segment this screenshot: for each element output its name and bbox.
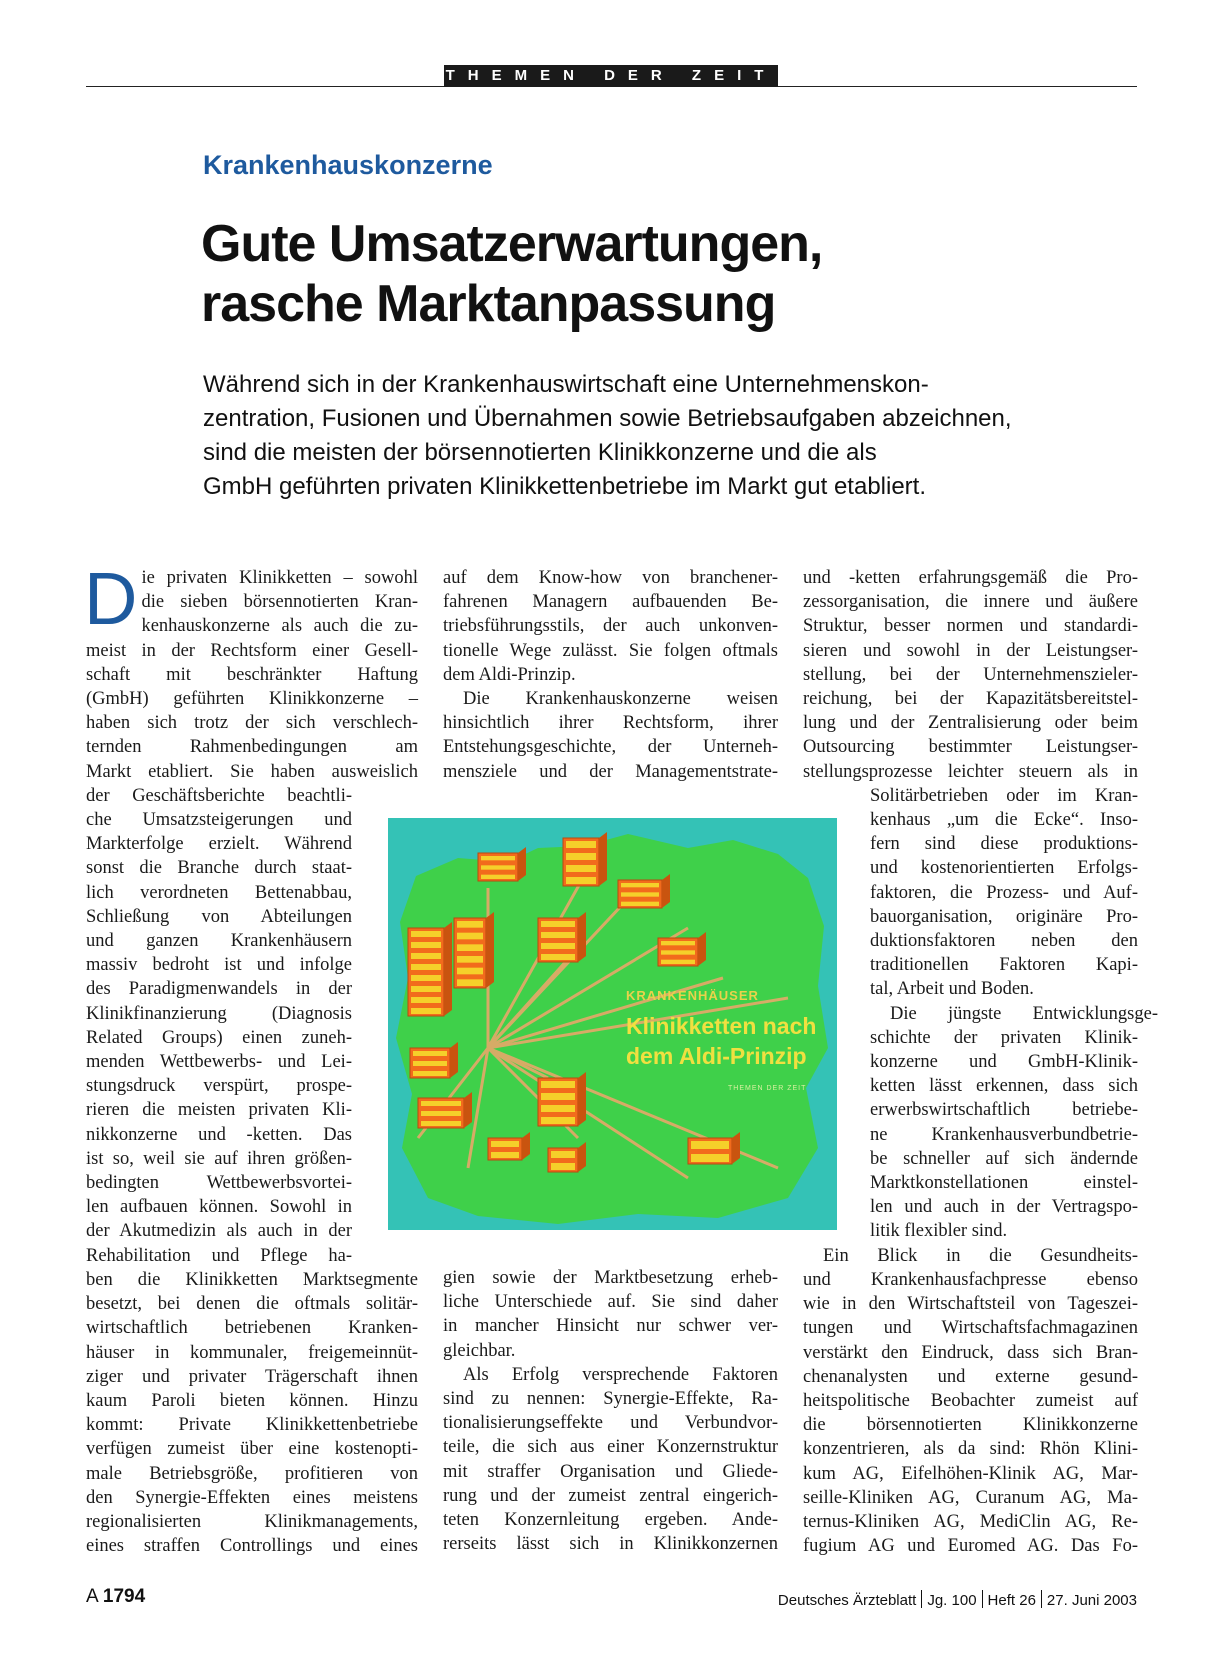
text-line: Struktur, besser normen und standardi- xyxy=(803,616,1138,637)
text-line: be schneller auf sich ändernde xyxy=(870,1148,1138,1169)
text-line: teten Konzernleitung ergeben. Ande- xyxy=(443,1510,778,1531)
text-line: bauorganisation, originäre Pro- xyxy=(870,906,1138,927)
hospital-building-icon xyxy=(538,912,586,962)
text-line: tionalisierungseffekte und Verbundvor- xyxy=(443,1413,778,1434)
journal-date: 27. Juni 2003 xyxy=(1046,1592,1137,1609)
text-line: die sieben börsennotierten Kran- xyxy=(141,592,418,613)
text-line: ternden Rahmenbedingungen am xyxy=(86,737,418,758)
text-line: besetzt, bei denen die oftmals solitär- xyxy=(86,1294,418,1315)
text-line: und Krankenhausfachpresse ebenso xyxy=(803,1269,1138,1290)
text-line: und -ketten erfahrungsgemäß die Pro- xyxy=(803,568,1138,588)
text-line: Markt etabliert. Sie haben ausweislich xyxy=(86,761,418,782)
text-line: fahrenen Managern aufbauenden Be- xyxy=(443,592,778,613)
text-line: mensziele und der Managementstrate- xyxy=(443,761,778,782)
text-line: ben die Klinikketten Marktsegmente xyxy=(86,1269,418,1290)
figure-small-caption: KRANKENHÄUSER xyxy=(626,988,759,1003)
text-line: meist in der Rechtsform einer Gesell- xyxy=(86,640,418,661)
text-line: stellung, bei der Unternehmenszieler- xyxy=(803,664,1138,685)
text-line: Solitärbetrieben oder im Kran- xyxy=(870,785,1138,806)
lead-line: GmbH geführten privaten Klinikkettenbetriebe im Markt gut etabliert. xyxy=(203,473,927,500)
text-line: (GmbH) geführten Klinikkonzerne – xyxy=(86,689,418,710)
text-line: kommt: Private Klinikkettenbetriebe xyxy=(86,1415,418,1436)
text-line: zessorganisation, die innere und äußere xyxy=(803,592,1138,613)
body-column-1 xyxy=(84,557,418,1558)
article-lead xyxy=(203,368,1143,504)
text-line: ist so, weil sie auf ihren größen- xyxy=(86,1148,352,1169)
text-line: reichung, bei der Kapazitätsbereitstel- xyxy=(803,689,1138,710)
text-line: der Akutmedizin als auch in der xyxy=(86,1221,352,1242)
text-line: mit straffer Organisation und Gliede- xyxy=(443,1461,778,1482)
text-line: regionalisierten Klinikmanagements, xyxy=(86,1511,418,1532)
text-line: lung und der Zentralisierung oder beim xyxy=(803,713,1138,734)
text-line: ketten lässt erkennen, dass sich xyxy=(870,1076,1138,1097)
text-line: Die jüngste Entwicklungsge- xyxy=(890,1003,1158,1024)
text-line: Rehabilitation und Pflege ha- xyxy=(86,1245,352,1266)
text-line: schichte der privaten Klinik- xyxy=(870,1027,1138,1048)
text-line: len aufbauen können. Sowohl in xyxy=(86,1197,352,1218)
hospital-building-icon xyxy=(538,1072,586,1126)
text-line: eines straffen Controllings und eines xyxy=(86,1536,418,1557)
text-line: chenanalysten und externe gesund- xyxy=(803,1366,1138,1387)
text-line: dem Aldi-Prinzip. xyxy=(443,664,576,685)
text-line: seille-Kliniken AG, Curanum AG, Ma- xyxy=(803,1487,1138,1508)
text-line: Marktkonstellationen einstel- xyxy=(870,1173,1138,1194)
text-line: tal, Arbeit und Boden. xyxy=(870,979,1034,1000)
text-line: Klinikfinanzierung (Diagnosis xyxy=(86,1003,352,1024)
text-line: Schließung von Abteilungen xyxy=(86,906,352,927)
text-line: rerseits lässt sich in Klinikkonzernen xyxy=(443,1534,778,1555)
text-line: liche Unterschiede auf. Sie sind daher xyxy=(443,1292,778,1313)
text-line: ie privaten Klinikketten – sowohl xyxy=(141,568,418,588)
journal-volume: Jg. 100 xyxy=(927,1592,977,1609)
text-line: fugium AG und Euromed AG. Das Fo- xyxy=(803,1536,1138,1557)
text-line: kum AG, Eifelhöhen-Klinik AG, Mar- xyxy=(803,1463,1138,1484)
footer-citation xyxy=(778,1590,1137,1609)
text-line: und ganzen Krankenhäusern xyxy=(86,931,352,952)
text-line: ternus-Kliniken AG, MediClin AG, Re- xyxy=(803,1511,1138,1532)
text-line: Related Groups) einen zuneh- xyxy=(86,1027,352,1048)
text-line: sieren und sowohl in der Leistungser- xyxy=(803,640,1138,661)
text-line: rung und der zumeist zentral eingerich- xyxy=(443,1485,778,1506)
text-line: triebsführungsstils, der auch unkonven- xyxy=(443,616,778,637)
journal-issue: Heft 26 xyxy=(987,1592,1036,1609)
text-line: schaft mit beschränkter Haftung xyxy=(86,664,418,685)
text-line: duktionsfaktoren neben den xyxy=(870,931,1138,952)
text-line: rieren die meisten privaten Kli- xyxy=(86,1100,352,1121)
headline-line: Gute Umsatzerwartungen, xyxy=(201,215,823,273)
figure-credit: THEMEN DER ZEIT xyxy=(728,1085,807,1092)
text-line: auf dem Know-how von branchener- xyxy=(443,568,778,588)
text-line: gien sowie der Marktbesetzung erheb- xyxy=(443,1268,778,1288)
page-prefix: A xyxy=(86,1586,98,1607)
headline-line: rasche Marktanpassung xyxy=(201,275,776,333)
lead-line: sind die meisten der börsennotierten Klinikkonzerne und die als xyxy=(203,439,877,466)
hospital-building-icon xyxy=(454,912,494,988)
hospital-building-icon xyxy=(478,847,526,881)
figure-caption-line-2: dem Aldi-Prinzip xyxy=(626,1043,807,1069)
text-line: menden Wettbewerbs- und Lei- xyxy=(86,1052,352,1073)
text-line: teile, die sich aus einer Konzernstruktur xyxy=(443,1437,778,1458)
body-column-3 xyxy=(803,566,1158,1558)
hospital-map-illustration xyxy=(388,818,837,1230)
text-line: in mancher Hinsicht nur schwer ver- xyxy=(443,1316,778,1337)
text-line: konzerne und GmbH-Klinik- xyxy=(870,1052,1138,1073)
text-line: die börsennotierten Klinikkonzerne xyxy=(803,1415,1138,1436)
divider xyxy=(982,1590,983,1608)
text-line: der Geschäftsberichte beachtli- xyxy=(86,785,352,806)
article-illustration xyxy=(388,818,837,1230)
lead-line: zentration, Fusionen und Übernahmen sowie Betriebsaufgaben abzeichnen, xyxy=(203,405,1012,432)
body-column-2-top xyxy=(443,566,778,784)
text-line: bedingten Wettbewerbsvortei- xyxy=(86,1173,352,1194)
text-line: häuser in kommunaler, freigemeinnüt- xyxy=(86,1342,418,1363)
page-number xyxy=(86,1586,145,1608)
page-number-value: 1794 xyxy=(102,1586,146,1607)
text-line: litik flexibler sind. xyxy=(870,1221,1008,1242)
text-line: den Synergie-Effekten eines meistens xyxy=(86,1487,418,1508)
text-line: wirtschaftlich betriebenen Kranken- xyxy=(86,1318,418,1339)
text-line: male Betriebsgröße, profitieren von xyxy=(86,1463,418,1484)
text-line: gleichbar. xyxy=(443,1340,516,1361)
text-line: tionelle Wege zulässt. Sie folgen oftmals xyxy=(443,640,778,661)
text-line: Markterfolge erzielt. Während xyxy=(86,834,352,855)
text-line: Outsourcing bestimmter Leistungser- xyxy=(803,737,1138,758)
text-line: haben sich trotz der sich verschlech- xyxy=(86,713,418,734)
text-line: Die Krankenhauskonzerne weisen xyxy=(463,689,778,710)
text-line: stellungsprozesse leichter steuern als in xyxy=(803,761,1138,782)
text-line: len und auch in der Vertragspo- xyxy=(870,1197,1138,1218)
text-line: lich verordneten Bettenabbau, xyxy=(86,882,352,903)
text-line: konzentrieren, als da sind: Rhön Klini- xyxy=(803,1439,1138,1460)
journal-name: Deutsches Ärzteblatt xyxy=(777,1592,917,1609)
text-line: Entstehungsgeschichte, der Unterneh- xyxy=(443,737,778,758)
lead-line: Während sich in der Krankenhauswirtschaft eine Unternehmenskon- xyxy=(203,371,929,398)
text-line: nikkonzerne und -ketten. Das xyxy=(86,1124,352,1145)
text-line: ziger und privater Trägerschaft ihnen xyxy=(86,1366,418,1387)
text-line: sonst die Branche durch staat- xyxy=(86,858,352,879)
text-line: faktoren, die Prozess- und Auf- xyxy=(870,882,1138,903)
text-line: ne Krankenhausverbundbetrie- xyxy=(870,1124,1138,1145)
text-line: fern sind diese produktions- xyxy=(870,834,1138,855)
text-line: des Paradigmenwandels in der xyxy=(86,979,352,1000)
text-line: massiv bedroht ist und infolge xyxy=(86,955,352,976)
text-line: verstärkt den Eindruck, dass sich Bran- xyxy=(803,1342,1138,1363)
text-line: verfügen zumeist über eine kostenopti- xyxy=(86,1439,418,1460)
text-line: kaum Paroli bieten können. Hinzu xyxy=(86,1390,418,1411)
text-line: kenhaus „um die Ecke“. Inso- xyxy=(870,810,1138,831)
hospital-building-icon xyxy=(408,922,452,1016)
article-headline xyxy=(201,214,822,334)
text-line: che Umsatzsteigerungen und xyxy=(86,810,352,831)
drop-cap: D xyxy=(84,557,138,640)
divider xyxy=(921,1590,922,1608)
text-line: kenhauskonzerne als auch die zu- xyxy=(141,616,418,637)
hospital-building-icon xyxy=(563,832,607,886)
text-line: sind zu nennen: Synergie-Effekte, Ra- xyxy=(443,1389,778,1410)
divider xyxy=(1041,1590,1042,1608)
figure-caption-line-1: Klinikketten nach xyxy=(626,1013,817,1039)
text-line: Ein Blick in die Gesundheits- xyxy=(823,1245,1138,1266)
text-line: wie in den Wirtschaftsteil von Tageszei- xyxy=(803,1294,1138,1315)
article-kicker: Krankenhauskonzerne xyxy=(203,150,493,180)
text-line: heitspolitische Beobachter zumeist auf xyxy=(803,1390,1138,1411)
section-tag: THEMEN DER ZEIT xyxy=(444,65,778,87)
text-line: hinsichtlich ihrer Rechtsform, ihrer xyxy=(443,713,778,734)
text-line: traditionellen Faktoren Kapi- xyxy=(870,955,1138,976)
body-column-2-bottom xyxy=(443,1266,778,1556)
text-line: stungsdruck verspürt, prospe- xyxy=(86,1076,352,1097)
text-line: erwerbswirtschaftlich betriebe- xyxy=(870,1100,1138,1121)
text-line: und kostenorientierten Erfolgs- xyxy=(870,858,1138,879)
text-line: Als Erfolg versprechende Faktoren xyxy=(463,1364,778,1385)
text-line: tungen und Wirtschaftsfachmagazinen xyxy=(803,1318,1138,1339)
